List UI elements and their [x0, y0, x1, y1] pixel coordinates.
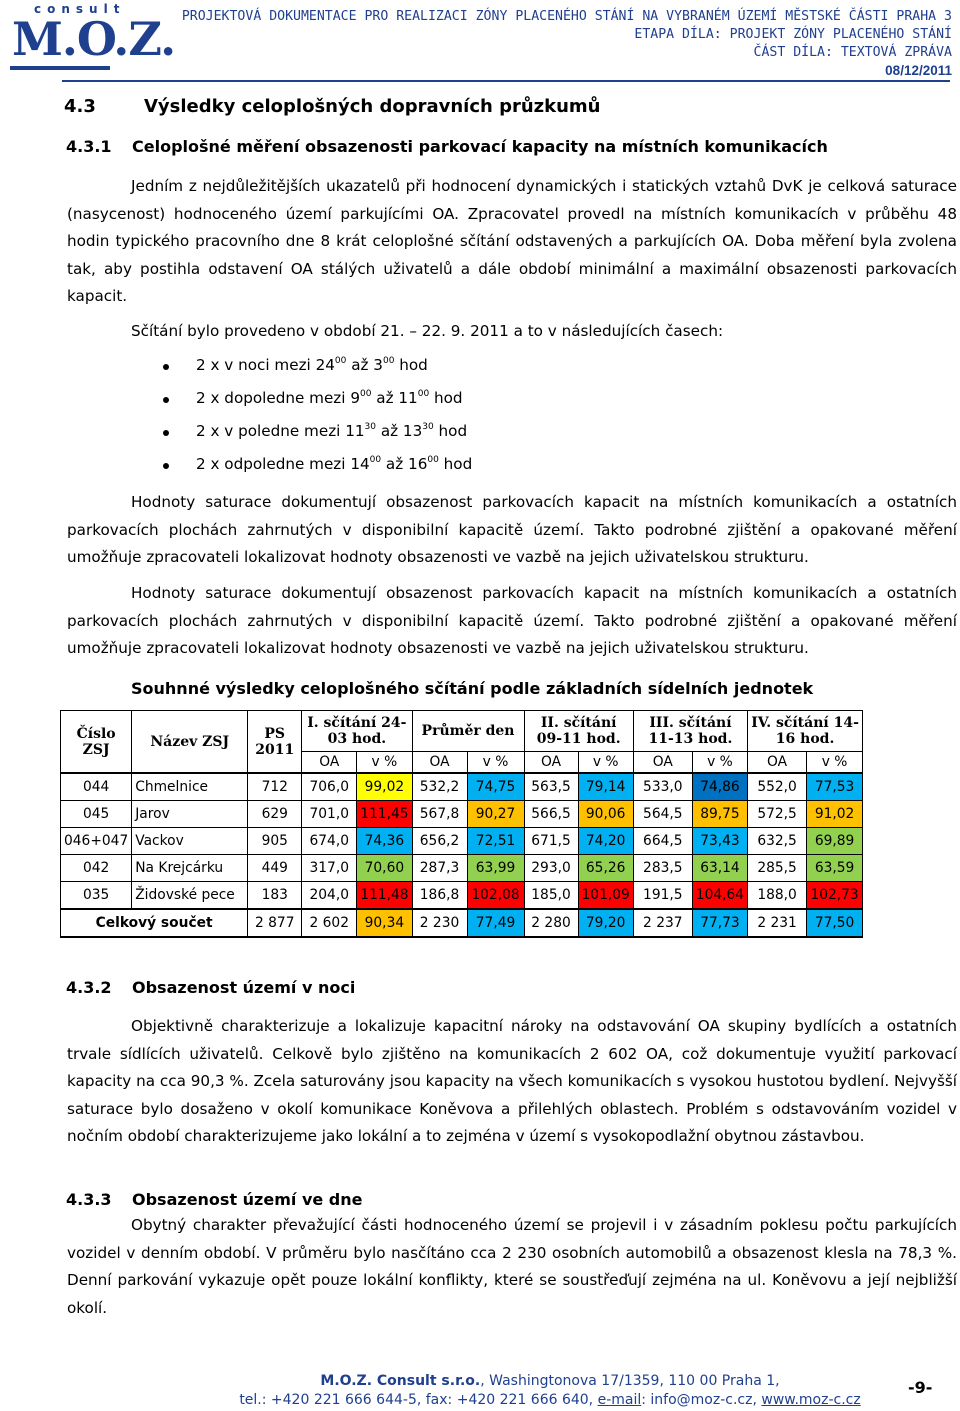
cell-ps: 449 — [248, 855, 302, 882]
footer — [180, 1372, 920, 1410]
cell-code: 035 — [61, 882, 132, 910]
logo-consult: consult — [34, 2, 126, 16]
bullet-item: 2 x dopoledne mezi $9^{00}$ až $11^{00}$ hod — [163, 389, 463, 407]
cell-oa: 566,5 — [524, 801, 578, 828]
cell-code: 044 — [61, 773, 132, 801]
cell-pct: 70,60 — [357, 855, 412, 882]
paragraph-period: Sčítání bylo provedeno v období 21. – 22. 9. 2011 a to v následujících časech: — [131, 322, 724, 340]
cell-ps: 905 — [248, 828, 302, 855]
section-heading-4-3-3: 4.3.3 Obsazenost území ve dne — [66, 1190, 363, 1209]
cell-name: Jarov — [132, 801, 248, 828]
cell-oa: 632,5 — [748, 828, 807, 855]
table-row — [61, 855, 863, 882]
cell-pct: 102,08 — [467, 882, 524, 910]
cell-pct: 77,49 — [467, 909, 524, 937]
cell-pct: 99,02 — [357, 773, 412, 801]
cell-oa: 2 231 — [748, 909, 807, 937]
logo-moz: M.O.Z. — [12, 12, 176, 66]
cell-pct: 90,06 — [578, 801, 633, 828]
cell-oa: 533,0 — [633, 773, 692, 801]
footer-address: , Washingtonova 17/1359, 110 00 Praha 1, — [480, 1373, 780, 1389]
paragraph-saturation-2: Hodnoty saturace dokumentují obsazenost parkovacích kapacit na místních komunikacích a ostatních parkovacích plochách zahrnutých v disponibilní kapacitě území. Takto podrobné zjištění a opakované měření umožňuje zpracovateli lokalizovat hodnoty obsazenosti ve vazbě na jejich uživatelskou strukturu. — [67, 584, 957, 657]
cell-oa: 674,0 — [302, 828, 357, 855]
cell-oa: 572,5 — [748, 801, 807, 828]
bullet-item: 2 x odpoledne mezi $14^{00}$ až $16^{00}$ hod — [163, 455, 472, 473]
cell-oa: 2 237 — [633, 909, 692, 937]
subheader-oa: OA — [302, 752, 357, 774]
subheader-oa: OA — [412, 752, 467, 774]
cell-pct: 91,02 — [807, 801, 863, 828]
cell-oa: 2 230 — [412, 909, 467, 937]
cell-pct: 102,73 — [807, 882, 863, 910]
cell-oa: 2 602 — [302, 909, 357, 937]
footer-company: M.O.Z. Consult s.r.o. — [320, 1373, 481, 1389]
cell-ps: 183 — [248, 882, 302, 910]
cell-pct: 72,51 — [467, 828, 524, 855]
cell-pct: 74,36 — [357, 828, 412, 855]
cell-oa: 2 280 — [524, 909, 578, 937]
cell-code: 042 — [61, 855, 132, 882]
cell-pct: 111,48 — [357, 882, 412, 910]
header-nazev-zsj: Název ZSJ — [132, 711, 248, 774]
table-row — [61, 828, 863, 855]
footer-web-link[interactable]: www.moz-c.cz — [761, 1392, 861, 1408]
cell-oa: 706,0 — [302, 773, 357, 801]
cell-name: Vackov — [132, 828, 248, 855]
cell-oa: 204,0 — [302, 882, 357, 910]
cell-pct: 111,45 — [357, 801, 412, 828]
cell-oa: 552,0 — [748, 773, 807, 801]
cell-pct: 79,14 — [578, 773, 633, 801]
subheader-pct: v % — [807, 752, 863, 774]
logo-underline — [10, 66, 110, 70]
cell-name: Na Krejcárku — [132, 855, 248, 882]
header-project-title: PROJEKTOVÁ DOKUMENTACE PRO REALIZACI ZÓNY PLACENÉHO STÁNÍ NA VYBRANÉM ÚZEMÍ MĚSTSKÉ ČÁSTI PRAHA 3 — [181, 9, 952, 24]
page-number: -9- — [908, 1378, 933, 1397]
cell-pct: 77,53 — [807, 773, 863, 801]
cell-oa: 317,0 — [302, 855, 357, 882]
header-date: 08/12/2011 — [885, 63, 952, 78]
cell-pct: 104,64 — [692, 882, 747, 910]
header-cislo-zsj: Číslo ZSJ — [61, 711, 132, 774]
table-total-row — [61, 909, 863, 937]
header-scitani-2: II. sčítání 09-11 hod. — [524, 711, 633, 752]
cell-code: 045 — [61, 801, 132, 828]
cell-pct: 63,59 — [807, 855, 863, 882]
cell-pct: 74,86 — [692, 773, 747, 801]
cell-oa: 701,0 — [302, 801, 357, 828]
subheader-oa: OA — [524, 752, 578, 774]
footer-email-label[interactable]: e-mail — [597, 1392, 642, 1408]
cell-pct: 77,50 — [807, 909, 863, 937]
footer-email[interactable]: : info@moz-c.cz, — [641, 1392, 762, 1408]
cell-pct: 63,99 — [467, 855, 524, 882]
cell-oa: 186,8 — [412, 882, 467, 910]
cell-pct: 90,27 — [467, 801, 524, 828]
subheader-pct: v % — [467, 752, 524, 774]
header-scitani-3: III. sčítání 11-13 hod. — [633, 711, 747, 752]
cell-ps: 712 — [248, 773, 302, 801]
cell-oa: 564,5 — [633, 801, 692, 828]
cell-pct: 89,75 — [692, 801, 747, 828]
cell-pct: 79,20 — [578, 909, 633, 937]
cell-oa: 656,2 — [412, 828, 467, 855]
bullet-item: 2 x v poledne mezi $11^{30}$ až $13^{30}$ hod — [163, 422, 467, 440]
cell-code: 046+047 — [61, 828, 132, 855]
cell-ps: 2 877 — [248, 909, 302, 937]
header-scitani-4: IV. sčítání 14-16 hod. — [748, 711, 863, 752]
cell-oa: 567,8 — [412, 801, 467, 828]
subheader-pct: v % — [357, 752, 412, 774]
subheader-oa: OA — [748, 752, 807, 774]
cell-pct: 77,73 — [692, 909, 747, 937]
paragraph-intro: Jedním z nejdůležitějších ukazatelů při hodnocení dynamických i statických vztahů DvK je celková saturace (nasycenost) hodnoceného území parkujícími OA. Zpracovatel provedl na místních komunikacích v průběhu 48 hodin typického pracovního dne 8 krát celoplošné sčítání odstavených a parkujících OA. Doba měření byla zvolena tak, aby postihla odstavení OA stálých uživatelů a dále období minimální a maximální obsazenosti parkovacích kapacit. — [67, 177, 957, 305]
header-stage: ETAPA DÍLA: PROJEKT ZÓNY PLACENÉHO STÁNÍ — [634, 27, 952, 42]
section-heading-4-3: 4.3 Výsledky celoplošných dopravních průzkumů — [64, 96, 601, 117]
cell-oa: 185,0 — [524, 882, 578, 910]
section-heading-4-3-2: 4.3.2 Obsazenost území v noci — [66, 978, 356, 997]
cell-pct: 90,34 — [357, 909, 412, 937]
paragraph-night: Objektivně charakterizuje a lokalizuje kapacitní nároky na odstavování OA skupiny bydlících a ostatních trvale sídlících uživatelů. Celkově bylo zjištěno na komunikacích 2 602 OA, což dokumentuje využití parkovací kapacity na cca 90,3 %. Zcela saturovány jsou kapacity na všech komunikacích s vysokou hustotou bydlení. Nejvyšší saturace bylo dosaženo v okolí komunikace Koněvova a přilehlých oblastech. Problém s odstavováním vozidel v nočním období charakterizujeme jako lokální a to zejména v území s vysokopodlažní obytnou zástavbou. — [67, 1017, 957, 1145]
section-heading-4-3-1: 4.3.1 Celoplošné měření obsazenosti parkovací kapacity na místních komunikacích — [66, 137, 828, 156]
cell-pct: 63,14 — [692, 855, 747, 882]
cell-oa: 293,0 — [524, 855, 578, 882]
subheader-pct: v % — [692, 752, 747, 774]
footer-tel: tel.: +420 221 666 644-5, fax: +420 221 666 640, — [239, 1392, 598, 1408]
subheader-oa: OA — [633, 752, 692, 774]
cell-oa: 563,5 — [524, 773, 578, 801]
table-row — [61, 882, 863, 910]
cell-oa: 664,5 — [633, 828, 692, 855]
cell-total-label: Celkový součet — [61, 909, 248, 937]
table-caption: Souhnné výsledky celoplošného sčítání podle základních sídelních jednotek — [131, 679, 814, 698]
cell-pct: 69,89 — [807, 828, 863, 855]
subheader-pct: v % — [578, 752, 633, 774]
cell-oa: 671,5 — [524, 828, 578, 855]
results-table — [60, 710, 863, 938]
header-ps-2011: PS 2011 — [248, 711, 302, 774]
header-prumer-den: Průměr den — [412, 711, 524, 752]
cell-pct: 101,09 — [578, 882, 633, 910]
cell-oa: 532,2 — [412, 773, 467, 801]
header-part: ČÁST DÍLA: TEXTOVÁ ZPRÁVA — [753, 45, 952, 60]
cell-pct: 73,43 — [692, 828, 747, 855]
cell-oa: 188,0 — [748, 882, 807, 910]
cell-pct: 74,75 — [467, 773, 524, 801]
paragraph-saturation-1: Hodnoty saturace dokumentují obsazenost parkovacích kapacit na místních komunikacích a ostatních parkovacích plochách zahrnutých v disponibilní kapacitě území. Takto podrobné zjištění a opakované měření umožňuje zpracovateli lokalizovat hodnoty obsazenosti ve vazbě na jejich uživatelskou strukturu. — [67, 493, 957, 566]
bullet-item: 2 x v noci mezi $24^{00}$ až $3^{00}$ hod — [163, 356, 428, 374]
cell-name: Židovské pece — [132, 882, 248, 910]
header-rule — [62, 80, 950, 82]
cell-ps: 629 — [248, 801, 302, 828]
paragraph-day: Obytný charakter převažující části hodnoceného území se projevil i v zásadním poklesu počtu parkujících vozidel v denním období. V průměru bylo nasčítáno cca 2 230 osobních automobilů a obsazenost klesla na 78,3 %. Denní parkování vykazuje opět pouze lokální konflikty, které se soustřeďují zejména na ul. Koněvovu a její nejbližší okolí. — [67, 1216, 957, 1317]
cell-oa: 283,5 — [633, 855, 692, 882]
cell-oa: 287,3 — [412, 855, 467, 882]
cell-pct: 65,26 — [578, 855, 633, 882]
table-row — [61, 801, 863, 828]
header-scitani-1: I. sčítání 24-03 hod. — [302, 711, 412, 752]
cell-pct: 74,20 — [578, 828, 633, 855]
cell-oa: 285,5 — [748, 855, 807, 882]
table-row — [61, 773, 863, 801]
cell-oa: 191,5 — [633, 882, 692, 910]
cell-name: Chmelnice — [132, 773, 248, 801]
